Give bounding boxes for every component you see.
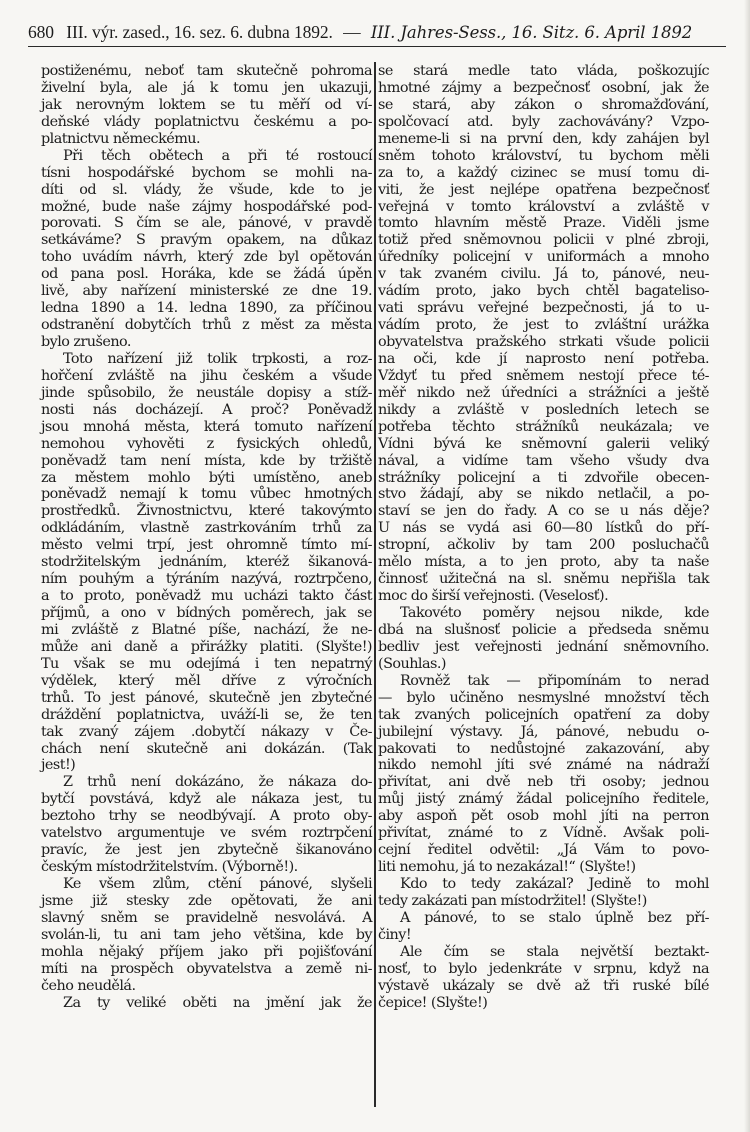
text-line: Tu však se mu odejímá i ten nepatrný: [41, 655, 372, 672]
text-line: jak nerovným loktem se tu měří od ví-: [41, 96, 372, 113]
text-line: nikdy a zvláště v posledních letech se: [378, 401, 709, 418]
text-line: porovati. S čím se ale, pánové, v pravdě: [41, 215, 372, 232]
text-line: za městem mohlo býti umístěno, aneb: [41, 469, 372, 486]
text-line: v tak zvaném civilu. Já to, pánové, neu-: [378, 266, 709, 283]
text-line: jest!): [41, 757, 76, 774]
text-line: vatelstvo argumentuje ve svém roztrpčení: [41, 825, 372, 842]
text-line: meneme-li si na první den, kdy zahájen byl: [378, 130, 709, 147]
text-line: Vídni bývá ke sněmovní galerii veliký: [378, 435, 709, 452]
text-line: přivítat, známé to z Vídně. Avšak poli-: [378, 825, 709, 842]
text-line: Kdo to tedy zakázal? Jedině to mohl: [400, 876, 709, 892]
text-line: pakovati to nedůstojné zakazování, aby: [378, 740, 709, 757]
text-line: úředníky policejní v uniformách a mnoho: [378, 249, 709, 266]
text-line: Při těch obětech a při té rostoucí: [63, 147, 372, 164]
text-line: a to proto, poněvadž mu ucházi takto část: [41, 588, 372, 605]
text-line: chách není skutečně ani dokázán. (Tak: [41, 740, 372, 757]
text-line: mi zvláště z Blatné píše, nachází, že ne-: [41, 621, 372, 638]
text-line: platnictvu německému.: [41, 130, 201, 147]
running-header: [28, 18, 726, 47]
text-line: na oči, kde jí naprosto není potřeba.: [378, 350, 709, 367]
text-line: mohla nějaký příjem jako při pojišťování: [41, 943, 372, 960]
text-line: Rovněž tak — připomínám to nerad: [400, 672, 709, 689]
text-line: bedliv jest veřejnosti jednání sněmovního.: [378, 638, 709, 655]
text-line: dbá na slušnosť policie a předseda sněmu: [378, 621, 709, 638]
text-line: město velmi trpí, jest ohromně tímto mí-: [41, 537, 372, 554]
text-line: obyvatelstva pražského strkati všude policii: [378, 334, 709, 350]
text-line: tak zvaných policejních opatření za doby: [378, 706, 709, 723]
text-line: beztoho trhy se neodbývají. A proto oby-: [41, 808, 372, 825]
text-line: odkládáním, vlastně zastrkováním trhů za: [41, 520, 372, 537]
column-divider: [374, 62, 376, 1107]
text-line: staví se jen do řady. A co se u nás děje?: [378, 503, 709, 520]
text-line: trhů. To jest pánové, skutečně jen zbytečné: [41, 689, 372, 706]
text-line: veřejná v tomto království a zvláště v: [378, 198, 709, 215]
text-line: viti, že jest nejlépe opatřena bezpečnosť: [378, 181, 709, 198]
header-czech: III. výr. zased., 16. sez. 6. dubna 1892.: [66, 22, 333, 42]
text-line: nosť, to bylo jedenkráte v srpnu, když na: [378, 960, 709, 977]
text-line: potřeba těchto strážníků neukázala; ve: [378, 418, 709, 435]
text-line: vati správu veřejné bezpečnosti, já to u-: [378, 300, 709, 317]
text-line: stodržitelským jednáním, kteréž šikanová-: [41, 554, 372, 571]
text-line: toho uvádím návrh, který zde byl opětován: [41, 249, 372, 266]
text-line: spolčovací atd. byly zachovávány? Vzpo-: [378, 113, 709, 130]
page-edge-shadow: [744, 0, 750, 1132]
text-line: livě, aby nařízení ministerské ze dne 19.: [41, 283, 372, 300]
text-line: Toto nařízení již tolik trpkosti, a roz-: [63, 350, 372, 367]
text-line: tísni hospodářské bychom se mohli na-: [41, 164, 372, 181]
text-line: Ke všem zlům, ctění pánové, slyšeli: [63, 876, 372, 892]
text-line: čeho neudělá.: [41, 977, 136, 994]
text-line: prostředků. Živnostnictvu, které takovýmto: [41, 503, 372, 520]
text-line: se stará, aby zákon o shromažďování,: [378, 96, 709, 113]
text-line: jinde spůsobilo, že neustále dopisy a stíž-: [41, 384, 372, 401]
text-line: nosti nás docházejí. A proč? Poněvadž: [41, 401, 372, 418]
text-line: bylo zrušeno.: [41, 334, 131, 350]
text-line: jsou mnohá města, která tomuto nařízení: [41, 418, 372, 435]
right-column: [378, 63, 709, 1012]
text-line: dráždění poplatnictva, uváží-li se, že ten: [41, 706, 372, 723]
text-line: poněvadž nemají k tomu vůbec hmotných: [41, 486, 372, 503]
text-line: Vždyť tu před sněmem nestojí přece té-: [378, 367, 709, 384]
header-german: III. Jahres-Sess., 16. Sitz. 6. April 1892: [370, 23, 693, 42]
text-line: vádím proto, jako bych chtěl bagateliso-: [378, 283, 709, 300]
header-dash: —: [343, 22, 361, 42]
text-line: výdělek, který měl dříve z výročních: [41, 672, 372, 689]
text-line: strážníky policejní a ti zdvořile obecen-: [378, 469, 709, 486]
text-line: čepice! (Slyšte!): [378, 994, 488, 1011]
text-line: Za ty veliké oběti na jmění jak že: [63, 994, 372, 1011]
text-line: může ani daně a přirážky platiti. (Slyšte!): [41, 638, 372, 655]
text-line: A pánové, to se stalo úplně bez pří-: [400, 909, 709, 926]
text-line: míti na prospěch obyvatelstva a země ni-: [41, 960, 372, 977]
text-line: ledna 1890 a 14. ledna 1890, za příčinou: [41, 300, 372, 317]
text-line: hořčení zvláště na jihu českém a všude: [41, 367, 372, 384]
text-line: postiženému, neboť tam skutečně pohroma: [41, 63, 372, 79]
text-line: stvo žádají, aby se nikdo netlačil, a po-: [378, 486, 709, 503]
text-line: — bylo učiněno nesmyslné množství těch: [378, 689, 709, 706]
text-line: jsme již stesky zde opětovati, že ani: [41, 892, 372, 909]
text-line: totiž před sněmovnou policii v plné zbroji,: [378, 232, 709, 249]
text-line: tomto hlavním městě Praze. Viděli jsme: [378, 215, 709, 232]
text-line: přivítat, ani dvě neb tři osoby; jednou: [378, 774, 709, 791]
text-line: Z trhů není dokázáno, že nákaza do-: [63, 774, 372, 791]
text-line: činnosť užitečná na sl. sněmu nepřišla tak: [378, 571, 709, 588]
text-line: vádím proto, že jest to zvláštní urážka: [378, 317, 709, 334]
text-line: svolán-li, tu ani tam jeho většina, kde by: [41, 926, 372, 943]
text-line: sněm tohoto království, tu bychom měli: [378, 147, 709, 164]
text-line: nával, a vidíme tam všeho všudy dva: [378, 452, 709, 469]
text-line: (Souhlas.): [378, 655, 446, 672]
text-line: Ale čím se stala největší beztakt-: [400, 943, 709, 960]
text-line: Takovéto poměry nejsou nikde, kde: [400, 605, 709, 621]
text-line: stropní, ačkoliv by tam 200 posluchačů: [378, 537, 709, 554]
text-line: se stará medle tato vláda, poškozujíc: [378, 63, 709, 79]
text-line: nemohou vyhověti z fysických ohledů,: [41, 435, 372, 452]
text-line: možné, bude naše zájmy hospodářské pod-: [41, 198, 372, 215]
text-line: cejní ředitel odvětil: „Já Vám to povo-: [378, 842, 709, 859]
text-line: slavný sněm se pravidelně nesvolává. A: [41, 909, 372, 926]
text-line: tedy zakázati pan místodržitel! (Slyšte!): [378, 892, 647, 909]
text-line: poněvadž tam není místa, kde by tržiště: [41, 452, 372, 469]
page-number: 680: [28, 22, 54, 42]
text-line: ním pouhým a týráním nazývá, roztrpčeno,: [41, 571, 372, 588]
text-line: měř nikdo než úředníci a strážníci a ještě: [378, 384, 709, 401]
text-line: nikdo nemohl jíti své známé na nádraží: [378, 757, 709, 774]
text-line: živelní byla, ale já k tomu jen ukazuji,: [41, 79, 372, 96]
text-line: moc do širší veřejnosti. (Veselosť).: [378, 588, 609, 605]
text-line: tak zvaný zájem .dobytčí nákazy v Če-: [41, 723, 372, 740]
text-line: za to, a každý cizinec se musí tomu di-: [378, 164, 709, 181]
text-line: činy!: [378, 926, 412, 943]
text-line: pravíc, že jest jen zbytečně šikanováno: [41, 842, 372, 859]
text-line: odstranění dobytčích trhů z měst za města: [41, 317, 372, 334]
text-line: mělo místa, a to jen proto, aby ta naše: [378, 554, 709, 571]
text-line: deňské vlády poplatnictvu českému a po-: [41, 113, 372, 130]
text-line: setkáváme? S pravým opakem, na důkaz: [41, 232, 372, 249]
text-line: výstavě ukázaly se dvě až tři ruské bílé: [378, 977, 709, 994]
text-line: jubilejní výstavy. Já, pánové, nebudu o-: [378, 723, 709, 740]
text-line: díti od sl. vlády, že všude, kde to je: [41, 181, 372, 198]
text-line: českým místodržitelstvím. (Výborně!).: [41, 859, 298, 876]
text-line: bytčí povstává, když ale nákaza jest, tu: [41, 791, 372, 808]
text-line: U nás se vydá asi 60—80 lístků do pří-: [378, 520, 709, 537]
text-line: hmotné zájmy a bezpečnosť osobní, jak že: [378, 79, 709, 96]
text-line: aby aspoň pět osob mohl jíti na perron: [378, 808, 709, 825]
text-line: příjmů, a ono v bídných poměrech, jak se: [41, 605, 372, 621]
text-line: můj jistý známý žádal policejního ředitele,: [378, 791, 709, 808]
text-line: od pana posl. Horáka, kde se žádá úpěn: [41, 266, 372, 283]
text-line: liti nemohu, já to nezakázal!“ (Slyšte!): [378, 859, 636, 876]
left-column: [41, 63, 372, 1012]
